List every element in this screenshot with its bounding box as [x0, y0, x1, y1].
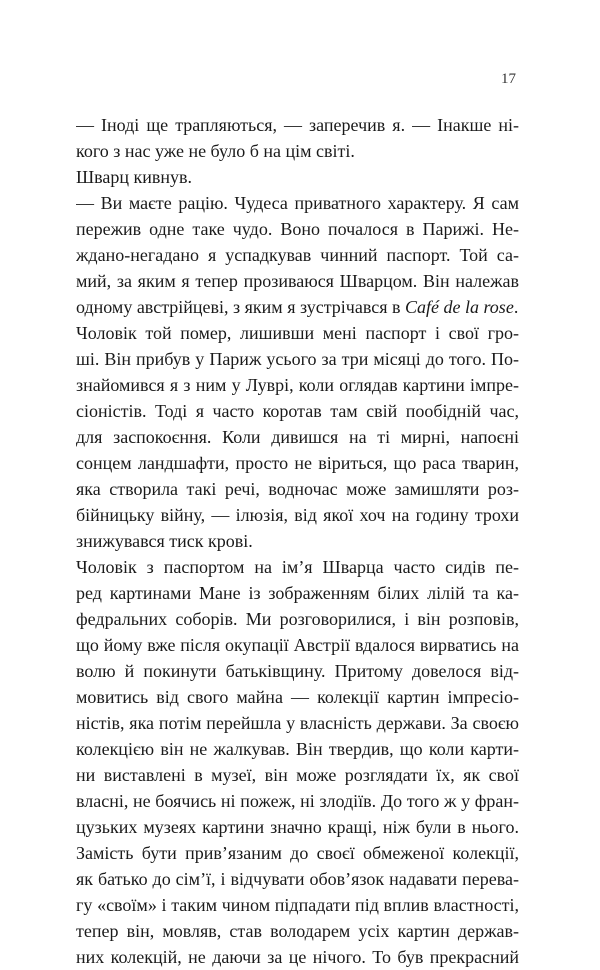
- text-line: [76, 554, 519, 580]
- text-line-content: ред картинами Мане із зображенням білих лілій та ка-: [76, 583, 519, 603]
- page-number: 17: [501, 71, 516, 87]
- text-line: [76, 190, 519, 216]
- text-line: [76, 580, 519, 606]
- text-line: [76, 320, 519, 346]
- text-line-content: кого з нас уже не було б на цім світі.: [76, 141, 355, 161]
- text-line-content: сонцем ландшафти, просто не віриться, що раса тварин,: [76, 453, 519, 473]
- text-line: [76, 138, 519, 164]
- text-line-content: ждано-негадано я успадкував чинний паспорт. Той са-: [76, 245, 519, 265]
- text-line-content: пережив одне таке чудо. Воно почалося в Парижі. Не-: [76, 219, 519, 239]
- text-line: [76, 268, 519, 294]
- text-line-content: Чоловік з паспортом на ім’я Шварца часто сидів пе-: [76, 557, 519, 577]
- text-line: [76, 164, 519, 190]
- text-line: [76, 424, 519, 450]
- text-line-content: ни виставлені в музеї, він може розглядати їх, як свої: [76, 765, 519, 785]
- text-line: [76, 736, 519, 762]
- text-line-content: яка створила такі речі, водночас може замишляти роз-: [76, 479, 519, 499]
- text-line: [76, 112, 519, 138]
- text-line-content: Замість бути прив’язаним до своєї обмеженої колекції,: [76, 843, 519, 863]
- text-line: [76, 398, 519, 424]
- text-line: [76, 788, 519, 814]
- text-line: [76, 528, 519, 554]
- text-line: [76, 892, 519, 918]
- text-line-content: Шварц кивнув.: [76, 167, 193, 187]
- text-line: [76, 242, 519, 268]
- text-line: [76, 632, 519, 658]
- text-line: [76, 658, 519, 684]
- text-line: [76, 762, 519, 788]
- text-line-content: знайомився я з ним у Луврі, коли оглядав картини імпре-: [76, 375, 519, 395]
- text-line: [76, 944, 519, 970]
- text-line: [76, 294, 519, 320]
- text-line-content: одному австрійцеві, з яким я зустрічався в: [76, 297, 405, 317]
- text-line-content: ністів, яка потім перейшла у власність держави. За своєю: [76, 713, 519, 733]
- text-line-content: для заспокоєння. Коли дивишся на ті мирні, напоєні: [76, 427, 519, 447]
- text-line: [76, 346, 519, 372]
- italic-phrase: Café de la rose: [404, 297, 514, 317]
- text-line: [76, 476, 519, 502]
- text-line: [76, 450, 519, 476]
- text-line-content: — Ви маєте рацію. Чудеса приватного характеру. Я сам: [76, 193, 519, 213]
- text-line: [76, 502, 519, 528]
- text-line-content: власні, не боячись ні пожеж, ні злодіїв. До того ж у фран-: [76, 791, 519, 811]
- text-line: [76, 684, 519, 710]
- text-line-content: бійницьку війну, — ілюзія, від якої хоч на годину трохи: [76, 505, 519, 525]
- text-line: [76, 372, 519, 398]
- text-line-content: колекцією він не жалкував. Він твердив, що коли карти-: [76, 739, 519, 759]
- text-line: [76, 710, 519, 736]
- text-line-content: мовитись від свого майна — колекції картин імпресіо-: [76, 687, 519, 707]
- text-line: [76, 918, 519, 944]
- text-line-content: волю й покинути батьківщину. Притому довелося від-: [76, 661, 519, 681]
- text-line: [76, 216, 519, 242]
- text-line-content: федральних соборів. Ми розговорилися, і він розповів,: [76, 609, 519, 629]
- text-line-content: сіоністів. Тоді я часто коротав там свій пообідній час,: [76, 401, 519, 421]
- text-line-content: ші. Він прибув у Париж усього за три місяці до того. По-: [76, 349, 519, 369]
- body-text: [76, 112, 519, 970]
- text-line-content: Чоловік той помер, лишивши мені паспорт і свої гро-: [76, 323, 519, 343]
- text-line-content: гу «своїм» і таким чином підпадати під вплив властності,: [76, 895, 519, 915]
- text-line-content: тепер він, мовляв, став володарем усіх картин держав-: [76, 921, 519, 941]
- text-line: [76, 606, 519, 632]
- text-line-content: знижувався тиск крові.: [76, 531, 253, 551]
- text-line-content: них колекцій, не даючи за це нічого. То був прекрасний: [76, 947, 519, 967]
- trailing-punctuation: .: [513, 297, 519, 317]
- text-line: [76, 840, 519, 866]
- text-line: [76, 814, 519, 840]
- text-line-content: — Іноді ще трапляються, — заперечив я. — Інакше ні-: [76, 115, 519, 135]
- text-line-content: що йому вже після окупації Австрії вдалося вирватись на: [76, 635, 519, 655]
- text-line-content: мий, за яким я тепер прозиваюся Шварцом. Він належав: [76, 271, 519, 291]
- text-line-content: як батько до сім’ї, і відчувати обов’язок надавати перева-: [76, 869, 519, 889]
- text-line-content: цузьких музеях картини значно кращі, ніж були в нього.: [76, 817, 519, 837]
- text-line: [76, 866, 519, 892]
